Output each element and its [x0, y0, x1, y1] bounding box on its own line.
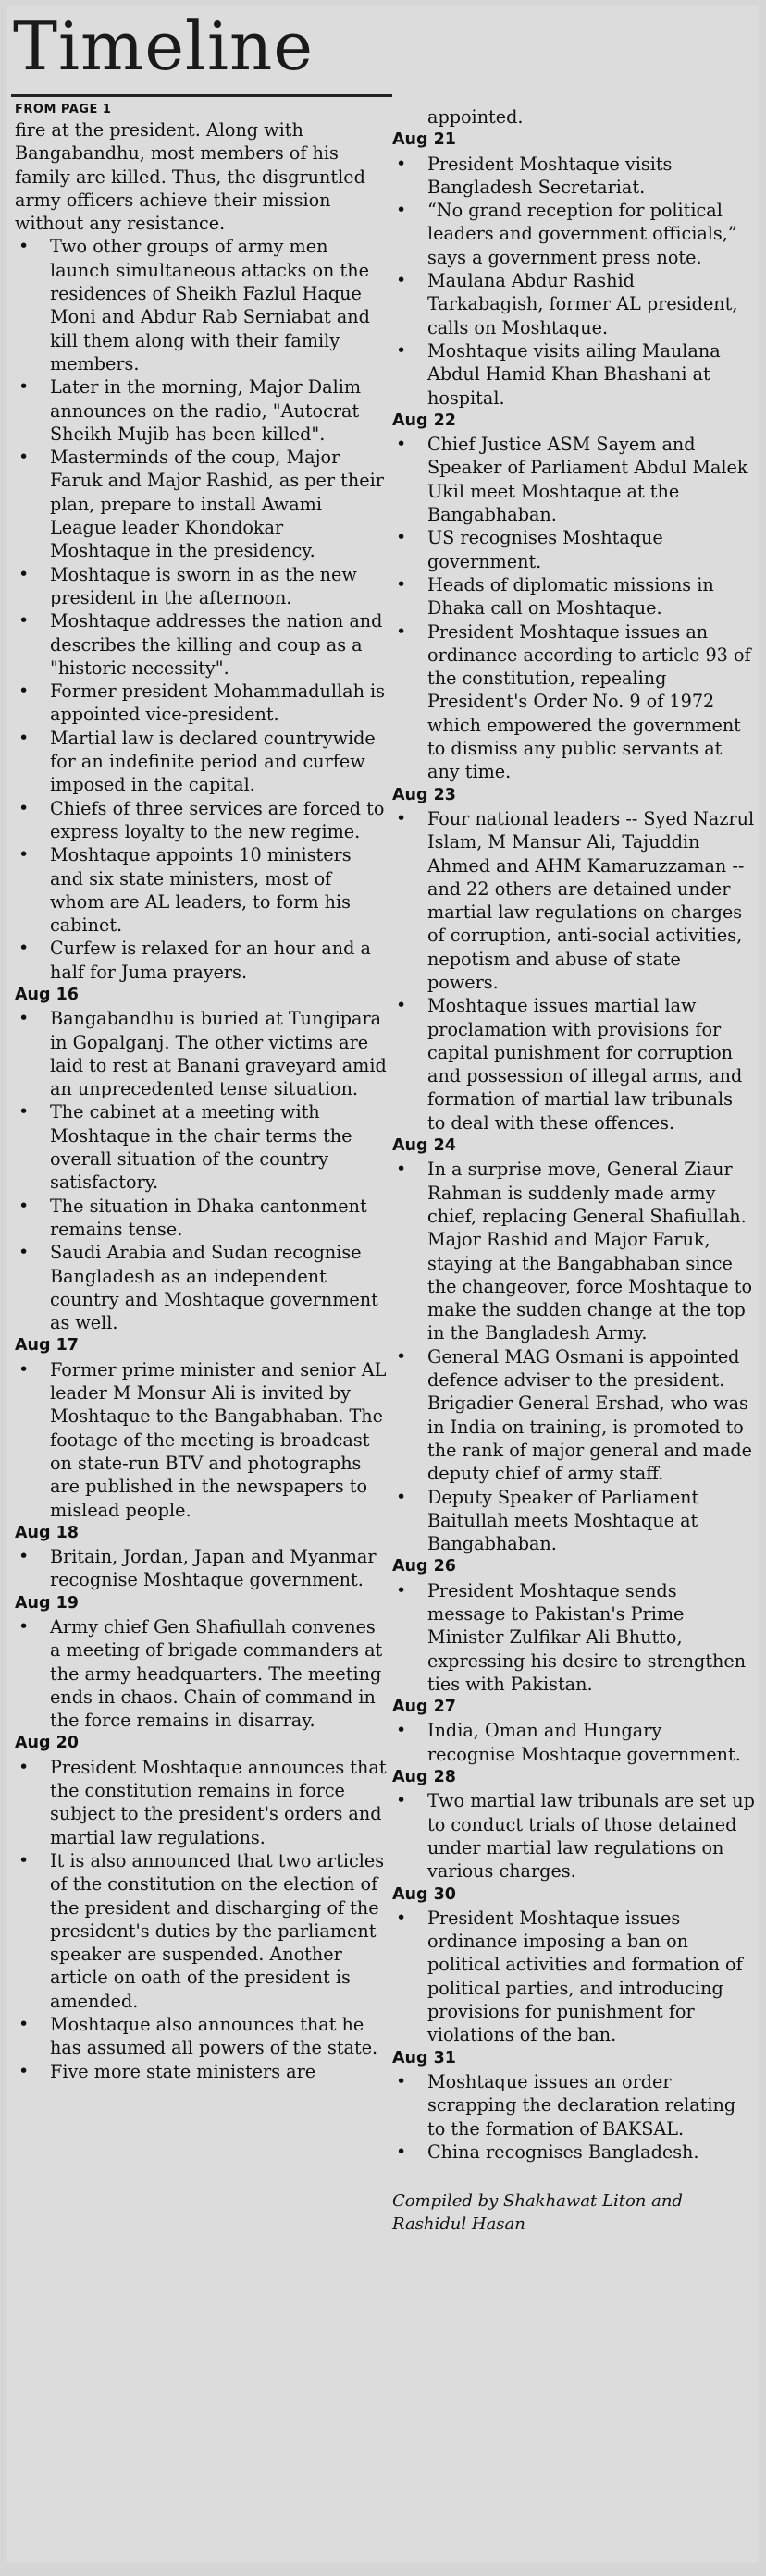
timeline-list	[392, 1907, 755, 2047]
timeline-list	[15, 1615, 389, 1732]
timeline-item: • Moshtaque addresses the nation and describes the killing and coup as a "historic necessity".	[15, 609, 389, 680]
timeline-item: • Two martial law tribunals are set up to conduct trials of those detained under martial law regulations on various charges.	[392, 1789, 755, 1883]
timeline-item: • In a surprise move, General Ziaur Rahman is suddenly made army chief, replacing General Shafiullah. Major Rashid and Major Faruk, staying at the Bangabhaban since the changeover, force Moshtaque to make the sudden change at the top in the Bangladesh Army.	[392, 1158, 755, 1344]
timeline-item: • President Moshtaque sends message to Pakistan's Prime Minister Zulfikar Ali Bhutto, expressing his desire to strengthen ties with Pakistan.	[392, 1579, 755, 1696]
left-column	[15, 102, 389, 2083]
timeline-item: • It is also announced that two articles of the constitution on the election of the president and discharging of the president's duties by the parliament speaker are suspended. Another article on oath of the president is amended.	[15, 1849, 389, 2013]
timeline-list	[392, 433, 755, 783]
timeline-item: • Curfew is relaxed for an hour and a half for Juma prayers.	[15, 937, 389, 984]
timeline-item: • Four national leaders -- Syed Nazrul Islam, M Mansur Ali, Tajuddin Ahmed and AHM Kamaruzzaman -- and 22 others are detained under martial law regulations on charges of corruption, anti-social activities, nepotism and abuse of state powers.	[392, 807, 755, 994]
timeline-item: • Moshtaque is sworn in as the new president in the afternoon.	[15, 563, 389, 610]
timeline-item: • Moshtaque issues an order scrapping the declaration relating to the formation of BAKSAL.	[392, 2070, 755, 2141]
timeline-item: • India, Oman and Hungary recognise Moshtaque government.	[392, 1719, 755, 1766]
timeline-list	[392, 1579, 755, 1696]
date-heading: Aug 26	[392, 1557, 456, 1576]
timeline-item: • President Moshtaque issues ordinance imposing a ban on political activities and formation of political parties, and introducing provisions for punishment for violations of the ban.	[392, 1907, 755, 2047]
timeline-list	[15, 1756, 389, 2083]
timeline-item: • Deputy Speaker of Parliament Baitullah meets Moshtaque at Bangabhaban.	[392, 1486, 755, 1556]
timeline-item: • Former president Mohammadullah is appointed vice-president.	[15, 680, 389, 727]
date-heading: Aug 18	[15, 1523, 79, 1542]
timeline-item: • Chiefs of three services are forced to express loyalty to the new regime.	[15, 797, 389, 844]
timeline-list	[15, 1358, 389, 1522]
timeline-item: • “No grand reception for political leaders and government officials,” says a government press note.	[392, 199, 755, 269]
timeline-list	[392, 153, 755, 410]
timeline-item: • Moshtaque issues martial law proclamation with provisions for capital punishment for corruption and possession of illegal arms, and formation of martial law tribunals to deal with these offences.	[392, 994, 755, 1135]
date-heading: Aug 30	[392, 1884, 456, 1904]
timeline-item: • Moshtaque appoints 10 ministers and six state ministers, most of whom are AL leaders, to form his cabinet.	[15, 843, 389, 937]
byline-credit: Compiled by Shakhawat Liton and Rashidul Hasan	[392, 2191, 683, 2235]
date-heading: Aug 22	[392, 411, 456, 430]
timeline-item: • Saudi Arabia and Sudan recognise Bangladesh as an independent country and Moshtaque government as well.	[15, 1241, 389, 1334]
timeline-item: • Chief Justice ASM Sayem and Speaker of Parliament Abdul Malek Ukil meet Moshtaque at the Bangabhaban.	[392, 433, 755, 526]
date-heading: Aug 27	[392, 1698, 456, 1717]
date-heading: Aug 24	[392, 1136, 456, 1156]
date-heading: Aug 17	[15, 1336, 79, 1355]
timeline-list	[15, 1007, 389, 1334]
timeline-item: • Former prime minister and senior AL leader M Monsur Ali is invited by Moshtaque to the Bangabhaban. The footage of the meeting is broadcast on state-run BTV and photographs are published in the newspapers to mislead people.	[15, 1358, 389, 1522]
continued-from-label: FROM PAGE 1	[15, 103, 112, 117]
timeline-item: • Moshtaque also announces that he has assumed all powers of the state.	[15, 2013, 389, 2060]
date-heading: Aug 31	[392, 2048, 456, 2067]
timeline-item: • Maulana Abdur Rashid Tarkabagish, former AL president, calls on Moshtaque.	[392, 269, 755, 339]
intro-paragraph: fire at the president. Along with Bangabandhu, most members of his family are killed. Thus, the disgruntled army officers achieve their mission without any resistance.	[15, 119, 365, 235]
date-heading: Aug 19	[15, 1593, 79, 1613]
timeline-item: • Army chief Gen Shafiullah convenes a meeting of brigade commanders at the army headquarters. The meeting ends in chaos. Chain of command in the force remains in disarray.	[15, 1615, 389, 1732]
continuation-text: appointed.	[427, 106, 524, 128]
right-sections	[392, 129, 755, 2164]
date-heading: Aug 20	[15, 1734, 79, 1753]
timeline-item: • Britain, Jordan, Japan and Myanmar recognise Moshtaque government.	[15, 1545, 389, 1592]
page-title: Timeline	[13, 7, 314, 85]
timeline-item: • Later in the morning, Major Dalim announces on the radio, "Autocrat Sheikh Mujib has been killed".	[15, 375, 389, 446]
timeline-item: • China recognises Bangladesh.	[392, 2141, 755, 2164]
timeline-item: • Five more state ministers are	[15, 2060, 389, 2083]
title-rule	[11, 94, 392, 97]
timeline-list	[392, 1719, 755, 1766]
date-heading: Aug 23	[392, 785, 456, 804]
timeline-item: • President Moshtaque announces that the constitution remains in force subject to the president's orders and martial law regulations.	[15, 1756, 389, 1849]
timeline-item: • Two other groups of army men launch simultaneous attacks on the residences of Sheikh Fazlul Haque Moni and Abdur Rab Serniabat and kill them along with their family members.	[15, 235, 389, 375]
newspaper-page	[7, 6, 759, 2563]
timeline-item: • Moshtaque visits ailing Maulana Abdul Hamid Khan Bhashani at hospital.	[392, 339, 755, 410]
right-column	[392, 105, 755, 2236]
timeline-item: • Heads of diplomatic missions in Dhaka call on Moshtaque.	[392, 573, 755, 620]
timeline-list	[392, 1158, 755, 1555]
timeline-list	[392, 2070, 755, 2164]
timeline-item: • The cabinet at a meeting with Moshtaque in the chair terms the overall situation of the country satisfactory.	[15, 1100, 389, 1194]
date-heading: Aug 16	[15, 985, 79, 1004]
timeline-item: • General MAG Osmani is appointed defence adviser to the president. Brigadier General Ershad, who was in India on training, is promoted to the rank of major general and made deputy chief of army staff.	[392, 1345, 755, 1486]
date-heading: Aug 21	[392, 130, 456, 150]
timeline-item: • The situation in Dhaka cantonment remains tense.	[15, 1195, 389, 1242]
timeline-list	[392, 807, 755, 1135]
timeline-item: • Bangabandhu is buried at Tungipara in Gopalganj. The other victims are laid to rest at Banani graveyard amid an unprecedented tense situation.	[15, 1007, 389, 1100]
timeline-list	[15, 1545, 389, 1592]
timeline-item: • US recognises Moshtaque government.	[392, 526, 755, 573]
date-heading: Aug 28	[392, 1768, 456, 1787]
timeline-item: • President Moshtaque visits Bangladesh Secretariat.	[392, 153, 755, 200]
left-sections	[15, 984, 389, 2083]
aug15-list	[15, 235, 389, 984]
timeline-item: • Martial law is declared countrywide for an indefinite period and curfew imposed in the capital.	[15, 727, 389, 797]
timeline-item: • President Moshtaque issues an ordinance according to article 93 of the constitution, repealing President's Order No. 9 of 1972 which empowered the government to dismiss any public servants at any time.	[392, 620, 755, 784]
timeline-list	[392, 1789, 755, 1883]
timeline-item: • Masterminds of the coup, Major Faruk and Major Rashid, as per their plan, prepare to install Awami League leader Khondokar Moshtaque in the presidency.	[15, 446, 389, 562]
